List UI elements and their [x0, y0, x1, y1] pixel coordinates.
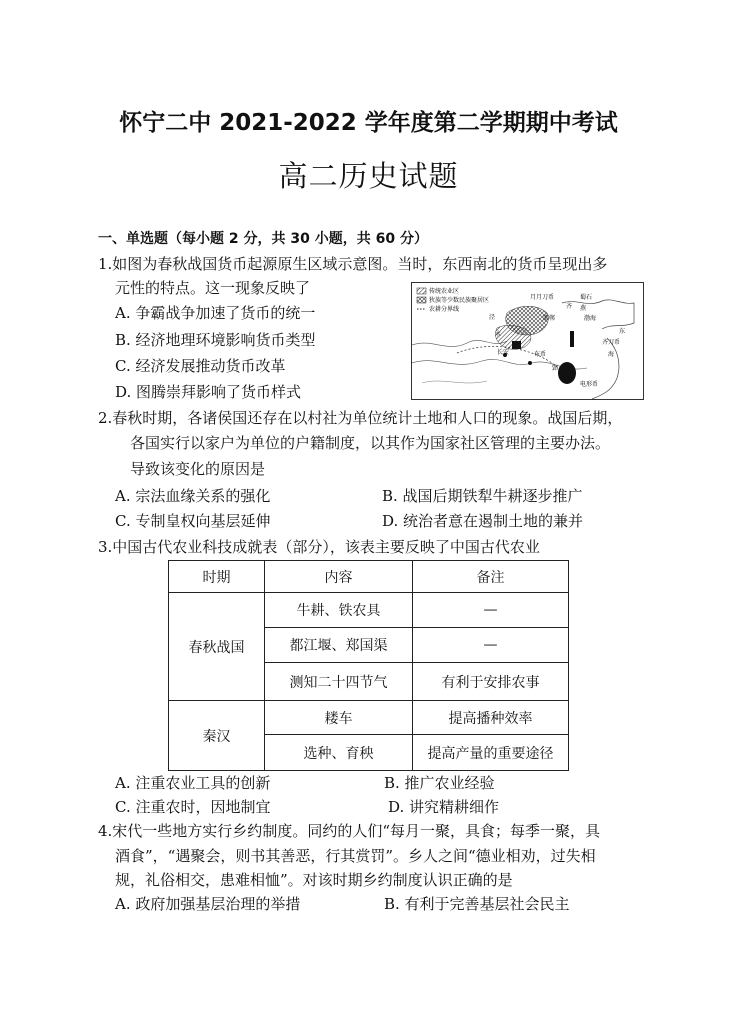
legend-cross-swatch [417, 297, 426, 303]
table-row [169, 701, 569, 735]
agri-tech-table [168, 560, 569, 771]
river-line [412, 340, 507, 346]
q4-stem-line2: 酒食”，“遇聚会，则书其善恶，行其赏罚”。乡人之间“德业相劝，过失相 [115, 847, 596, 865]
map-label: 邯郸 [543, 315, 556, 322]
table-cell: — [413, 628, 569, 663]
table-cell: 提高产量的重要途径 [413, 735, 569, 771]
q1-option-d: D. 图腾崇拜影响了货币样式 [115, 383, 302, 401]
q1-option-b: B. 经济地理环境影响货币类型 [115, 331, 316, 349]
map-label: 长安 [497, 349, 510, 356]
q4-stem-line1: 4.宋代一些地方实行乡约制度。同约的人们“每月一聚，具食；每季一聚，具 [98, 822, 600, 840]
exam-title: 怀宁二中 2021-2022 学年度第二学期期中考试 [119, 110, 618, 136]
map-label: 渤海 [584, 315, 597, 322]
q2-stem-line3: 导致该变化的原因是 [130, 460, 266, 478]
legend-hatch-swatch [417, 288, 426, 294]
q2-option-d: D. 统治者意在遏制土地的兼并 [382, 512, 584, 530]
table-cell: 测知二十四节气 [265, 663, 413, 701]
q4-option-b: B. 有利于完善基层社会民主 [384, 895, 570, 913]
q4-option-a: A. 政府加强基层治理的举措 [115, 895, 301, 913]
farming-boundary-line [457, 346, 572, 379]
table-period-cell: 春秋战国 [169, 593, 265, 701]
city-dot [528, 361, 532, 365]
table-cell: — [413, 593, 569, 628]
exam-subtitle: 高二历史试题 [278, 159, 459, 193]
table-period-cell: 秦汉 [169, 701, 265, 771]
map-label: 齐刀币 [602, 339, 621, 346]
ant-nose-coin-region [558, 362, 576, 384]
map-label: 蜀石 [580, 294, 593, 301]
map-label: 水 [495, 331, 502, 338]
q3-stem: 3.中国古代农业科技成就表（部分），该表主要反映了中国古代农业 [98, 538, 540, 556]
legend-label: 农耕分界线 [429, 306, 460, 313]
table-header-row [169, 561, 569, 593]
coast-line [562, 300, 634, 329]
map-label: 布币 [534, 351, 547, 358]
q1-option-a: A. 争霸战争加速了货币的统一 [115, 304, 316, 322]
q2-stem-line2: 各国实行以家户为单位的户籍制度，以其作为国家社区管理的主要办法。 [130, 434, 611, 452]
map-label: 齐 [566, 303, 573, 310]
q2-option-b: B. 战国后期铁犁牛耕逐步推广 [382, 487, 583, 505]
table-header-cell: 备注 [413, 561, 569, 593]
q3-option-c: C. 注重农时，因地制宜 [115, 798, 271, 816]
legend-label: 传统农业区 [429, 288, 460, 295]
table-cell: 选种、育秧 [265, 735, 413, 771]
currency-origin-map [411, 282, 644, 400]
table-row [169, 593, 569, 628]
map-label: 海 [608, 351, 615, 358]
map-label: 月月刀币 [530, 294, 555, 301]
table-cell: 有利于安排农事 [413, 663, 569, 701]
map-label: 燕 [580, 305, 587, 312]
coast-line [592, 338, 619, 399]
map-label: 电形币 [580, 381, 599, 388]
map-label: 泾 [489, 314, 496, 321]
map-label: 郢 [552, 365, 559, 372]
q1-stem-line2: 元性的特点。这一现象反映了 [115, 279, 311, 297]
q2-option-a: A. 宗法血缘关系的强化 [115, 487, 271, 505]
q3-option-b: B. 推广农业经验 [384, 774, 495, 792]
q4-stem-line3: 规，礼俗相交，患难相恤”。对该时期乡约制度认识正确的是 [115, 871, 513, 889]
q2-stem-line1: 2.春秋时期，各诸侯国还存在以村社为单位统计土地和人口的现象。战国后期， [98, 409, 623, 427]
section-heading: 一、单选题（每小题 2 分，共 30 小题，共 60 分） [98, 231, 428, 247]
map-label: 东 [619, 328, 626, 335]
legend-label: 狄族等少数民族聚居区 [429, 297, 490, 304]
table-cell: 都江堰、郑国渠 [265, 628, 413, 663]
q1-option-c: C. 经济发展推动货币改革 [115, 357, 286, 375]
q3-option-d: D. 讲究精耕细作 [388, 798, 500, 816]
table-cell: 牛耕、铁农具 [265, 593, 413, 628]
q3-option-a: A. 注重农业工具的创新 [115, 774, 271, 792]
q2-option-c: C. 专制皇权向基层延伸 [115, 512, 271, 530]
table-cell: 耧车 [265, 701, 413, 735]
river-line [422, 381, 487, 383]
table-header-cell: 时期 [169, 561, 265, 593]
q1-stem-line1: 1.如图为春秋战国货币起源原生区域示意图。当时，东西南北的货币呈现出多 [98, 255, 608, 273]
knife-coin-mark [570, 331, 574, 347]
table-header-cell: 内容 [265, 561, 413, 593]
table-cell: 提高播种效率 [413, 701, 569, 735]
spade-coin-mark [512, 341, 521, 349]
